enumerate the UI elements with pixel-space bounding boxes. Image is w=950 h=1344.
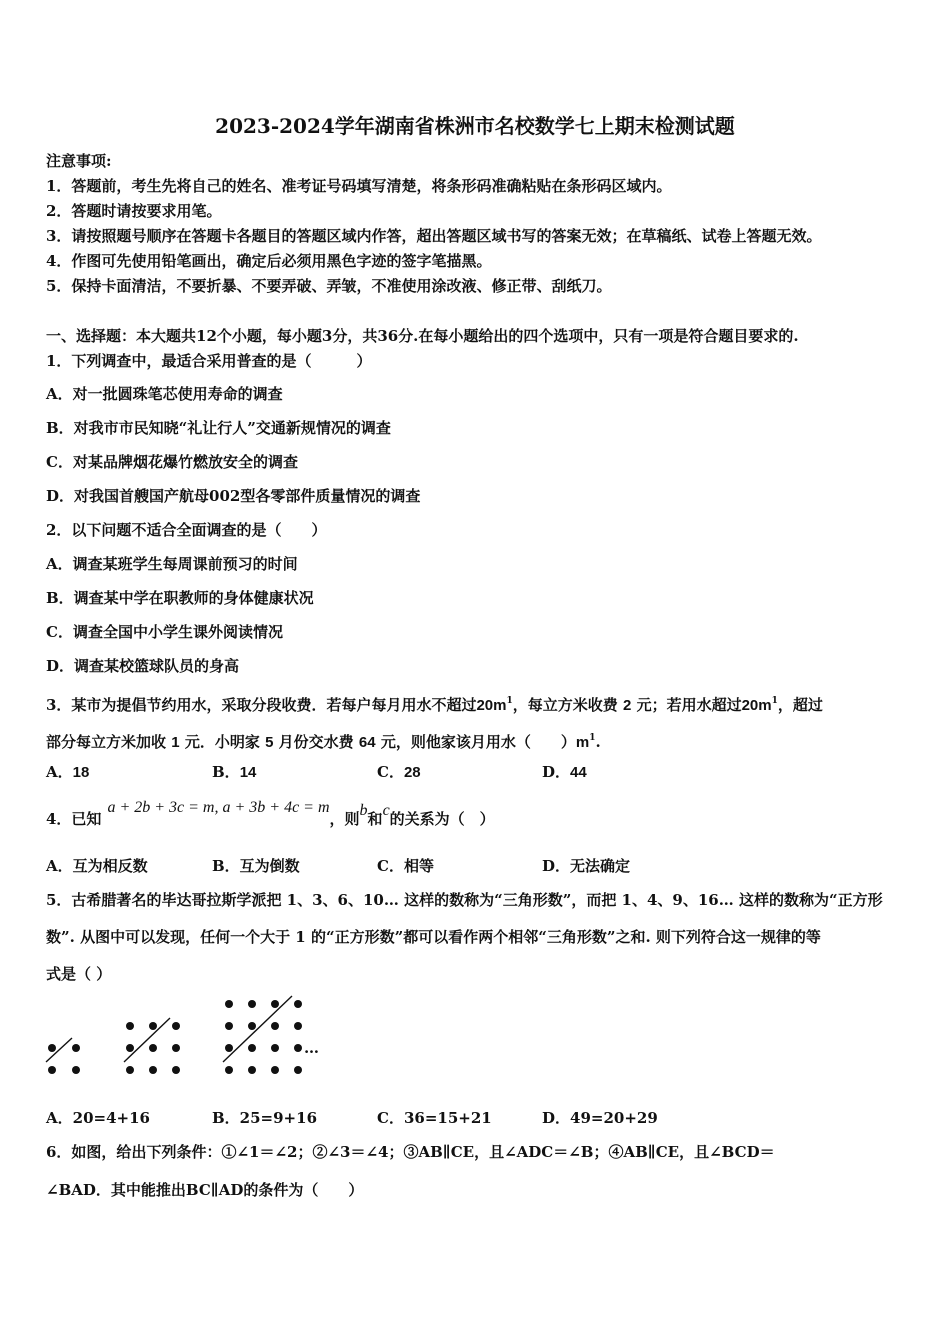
dot: [248, 1044, 256, 1052]
q4-formula: a + 2b + 3c = m, a + 3b + 4c = m: [107, 799, 330, 816]
dot: [294, 1000, 302, 1008]
q3-option-a: [46, 762, 89, 783]
q1-stem: 1．下列调查中，最适合采用普查的是（ ）: [46, 352, 372, 370]
q4-text: ，则: [329, 810, 360, 828]
dot: [172, 1022, 180, 1030]
divider-line: [223, 996, 292, 1062]
q3-text: 元；若用水超过: [636, 696, 742, 714]
dot: [149, 1044, 157, 1052]
notice-item: 1．答题前，考生先将自己的姓名、准考证号码填写清楚，将条形码准确粘贴在条形码区域内。: [46, 177, 672, 195]
q3-sup: 1: [506, 696, 513, 706]
dot: [149, 1022, 157, 1030]
q3-text: ，超过: [777, 696, 823, 714]
notice-item: 4．作图可先使用铅笔画出，确定后必须用黑色字迹的签字笔描黑。: [46, 252, 492, 270]
dot: [126, 1022, 134, 1030]
dot: [225, 1066, 233, 1074]
dot: [225, 1000, 233, 1008]
q2-option-d: D．调查某校篮球队员的身高: [46, 657, 240, 675]
q4-option-c: C．相等: [377, 857, 434, 875]
dot: [126, 1066, 134, 1074]
dot: [149, 1066, 157, 1074]
q3-month: 5: [265, 734, 274, 751]
q3-extra: 1: [171, 734, 180, 751]
square-number-dot-figure: [40, 990, 340, 1085]
q5-line-1: 5．古希腊著名的毕达哥拉斯学派把 1、3、6、10… 这样的数称为“三角形数”，而把 1、4、9、16… 这样的数称为“正方形: [46, 891, 883, 909]
dot: [248, 1000, 256, 1008]
dot: [294, 1044, 302, 1052]
dot: [294, 1066, 302, 1074]
q3-option-b: [212, 762, 256, 783]
q1-option-b: B．对我市市民知晓“礼让行人”交通新规情况的调查: [46, 419, 391, 437]
page-title: 2023-2024学年湖南省株洲市名校数学七上期末检测试题: [215, 114, 735, 138]
dot: [248, 1022, 256, 1030]
q3-text: 3．某市为提倡节约用水，采取分段收费．若每户每月用水不超过: [46, 696, 477, 714]
q5-line-2: 数”. 从图中可以发现，任何一个大于 1 的“正方形数”都可以看作两个相邻“三角形数”之和. 则下列符合这一规律的等: [46, 928, 821, 946]
notice-item: 3．请按照题号顺序在答题卡各题目的答题区域内作答，超出答题区域书写的答案无效；在草稿纸、试卷上答题无效。: [46, 227, 822, 245]
dot: [271, 1066, 279, 1074]
dot: [172, 1066, 180, 1074]
dot: [271, 1022, 279, 1030]
dot: [72, 1066, 80, 1074]
q3-text: 月份交水费: [278, 733, 354, 751]
q4-option-d: D．无法确定: [542, 857, 631, 875]
q3-option-d: [542, 762, 587, 783]
q4-text: 和: [367, 810, 383, 828]
q2-option-b: B．调查某中学在职教师的身体健康状况: [46, 589, 314, 607]
q3-amount: 20m: [476, 697, 507, 714]
q3-line-1: [46, 691, 823, 716]
option-label: A．: [46, 763, 73, 781]
option-label: C．: [377, 763, 404, 781]
q2-stem: 2．以下问题不适合全面调查的是（ ）: [46, 521, 327, 539]
q3-fee: 64: [358, 734, 376, 751]
q3-unit: m: [575, 734, 590, 751]
q4-text: 的关系为（ ）: [389, 810, 495, 828]
q3-price: 2: [623, 697, 632, 714]
q3-text: ，每立方米收费: [512, 696, 618, 714]
dot: [72, 1044, 80, 1052]
dot: [271, 1000, 279, 1008]
dot: [48, 1066, 56, 1074]
q3-sup: 1: [589, 733, 596, 743]
q3-text: 部分每立方米加收: [46, 733, 167, 751]
q4-var-c: c: [382, 802, 390, 819]
notice-item: 5．保持卡面清洁，不要折暴、不要弄破、弄皱，不准使用涂改液、修正带、刮纸刀。: [46, 277, 612, 295]
q4-text: 4．已知: [46, 810, 102, 828]
q5-line-3: 式是（ ）: [46, 965, 112, 983]
q5-option-d: D．49=20+29: [542, 1109, 658, 1127]
q4-option-b: B．互为倒数: [212, 857, 300, 875]
q3-option-c: [377, 762, 421, 783]
q3-text: 元．小明家: [184, 733, 260, 751]
q4-var-b: b: [359, 802, 368, 819]
dot: [294, 1022, 302, 1030]
option-value: 28: [403, 764, 421, 781]
q6-line-2: ∠BAD．其中能推出BC∥AD的条件为（ ）: [46, 1181, 364, 1199]
q1-option-d: D．对我国首艘国产航母002型各零部件质量情况的调查: [46, 487, 421, 505]
notice-heading: 注意事项:: [46, 152, 112, 170]
q3-amount: 20m: [741, 697, 772, 714]
q3-text: 元，则他家该月用水（ ）: [380, 733, 576, 751]
dot: [225, 1044, 233, 1052]
dot: [48, 1044, 56, 1052]
option-value: 44: [570, 764, 587, 781]
dot: [126, 1044, 134, 1052]
dot: [172, 1044, 180, 1052]
dot: [248, 1066, 256, 1074]
dot: [271, 1044, 279, 1052]
q3-line-2: [46, 728, 601, 753]
q6-line-1: 6．如图，给出下列条件：①∠1＝∠2；②∠3＝∠4；③AB∥CE，且∠ADC＝∠B；④AB∥CE，且∠BCD＝: [46, 1143, 775, 1161]
section-heading: 一、选择题：本大题共12个小题，每小题3分，共36分.在每小题给出的四个选项中，只有一项是符合题目要求的.: [46, 327, 799, 345]
q3-text: .: [595, 733, 601, 751]
figure-ellipsis: …: [304, 1039, 319, 1057]
dot: [225, 1022, 233, 1030]
option-value: 18: [72, 764, 90, 781]
option-label: D．: [542, 763, 571, 781]
q1-option-a: A．对一批圆珠笔芯使用寿命的调查: [46, 385, 283, 403]
q5-option-a: A．20=4+16: [46, 1109, 150, 1127]
notice-item: 2．答题时请按要求用笔。: [46, 202, 222, 220]
q4-stem: [46, 799, 495, 830]
q4-option-a: A．互为相反数: [46, 857, 148, 875]
q1-option-c: C．对某品牌烟花爆竹燃放安全的调查: [46, 453, 298, 471]
q3-sup: 1: [771, 696, 778, 706]
q2-option-c: C．调查全国中小学生课外阅读情况: [46, 623, 283, 641]
q5-option-b: B．25=9+16: [212, 1109, 318, 1127]
option-value: 14: [239, 764, 257, 781]
q5-option-c: C．36=15+21: [377, 1109, 492, 1127]
q2-option-a: A．调查某班学生每周课前预习的时间: [46, 555, 298, 573]
option-label: B．: [212, 763, 240, 781]
